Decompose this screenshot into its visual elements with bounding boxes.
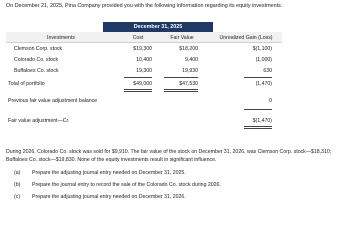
item-text: Prepare the adjusting journal entry needed on December 31, 2026. bbox=[32, 194, 186, 200]
problem-paragraph: During 2026, Colorado Co. stock was sold for $9,910. The fair value of the stock on December 31, 2026, was Clemson Corp. stock—$18,310; Buffaloes Co. stock—$19,830. None of the equity investments result in significant influence. bbox=[6, 149, 332, 163]
subtotal-rule bbox=[124, 77, 152, 78]
list-item bbox=[14, 180, 344, 192]
row-label: Colorado Co. stock bbox=[14, 57, 59, 63]
row-cost: 10,400 bbox=[136, 57, 152, 63]
row-gain: (1,000) bbox=[255, 57, 272, 63]
row-gain: (1,470) bbox=[255, 81, 272, 87]
row-cost: $19,300 bbox=[133, 46, 152, 52]
item-letter: (b) bbox=[14, 182, 21, 188]
item-text: Prepare the journal entry to record the sale of the Colorado Co. stock during 2026. bbox=[32, 182, 221, 188]
row-gain: $(1,100) bbox=[252, 46, 272, 52]
table-row bbox=[6, 96, 282, 107]
row-cost: $49,000 bbox=[133, 81, 152, 87]
subtotal-rule bbox=[244, 77, 272, 78]
item-letter: (a) bbox=[14, 170, 21, 176]
header-investments: Investments bbox=[47, 34, 75, 41]
row-gain: $(1,470) bbox=[252, 118, 272, 124]
date-header-label: December 31, 2025 bbox=[133, 24, 183, 30]
table-row bbox=[6, 116, 282, 127]
total-double-rule bbox=[124, 91, 152, 92]
row-gain: 0 bbox=[269, 98, 272, 104]
header-unrealized-gain: Unrealized Gain (Loss) bbox=[219, 34, 273, 41]
intro-text: On December 21, 2025, Pina Company provided you with the following information regarding its equity investments. bbox=[6, 3, 283, 9]
list-item bbox=[14, 168, 344, 180]
date-header bbox=[103, 22, 213, 32]
total-double-rule bbox=[164, 91, 198, 92]
row-fair-value: $47,530 bbox=[179, 81, 198, 87]
list-item bbox=[14, 192, 344, 204]
header-cost: Cost bbox=[132, 34, 144, 41]
row-label: Fair value adjustment—Cr. bbox=[8, 118, 70, 124]
subtotal-rule bbox=[164, 77, 198, 78]
row-label: Total of portfolio bbox=[8, 81, 45, 87]
row-label: Previous fair value adjustment balance bbox=[8, 98, 98, 104]
header-fair-value: Fair Value bbox=[170, 34, 194, 41]
table-row bbox=[6, 55, 282, 66]
row-fair-value: 9,400 bbox=[185, 57, 198, 63]
column-headers bbox=[6, 32, 282, 43]
table-row bbox=[6, 44, 282, 55]
investments-table bbox=[6, 22, 282, 142]
row-gain: 630 bbox=[263, 68, 272, 74]
row-cost: 19,300 bbox=[136, 68, 152, 74]
question-list bbox=[14, 168, 344, 204]
item-text: Prepare the adjusting journal entry needed on December 31, 2025. bbox=[32, 170, 186, 176]
row-fair-value: $18,200 bbox=[179, 46, 198, 52]
row-fair-value: 19,930 bbox=[182, 68, 198, 74]
subtotal-rule bbox=[244, 109, 272, 110]
item-letter: (c) bbox=[14, 194, 21, 200]
table-row bbox=[6, 66, 282, 77]
row-label: Buffaloes Co. stock bbox=[14, 68, 59, 74]
total-double-rule bbox=[244, 128, 272, 129]
row-label: Clemson Corp. stock bbox=[14, 46, 63, 52]
